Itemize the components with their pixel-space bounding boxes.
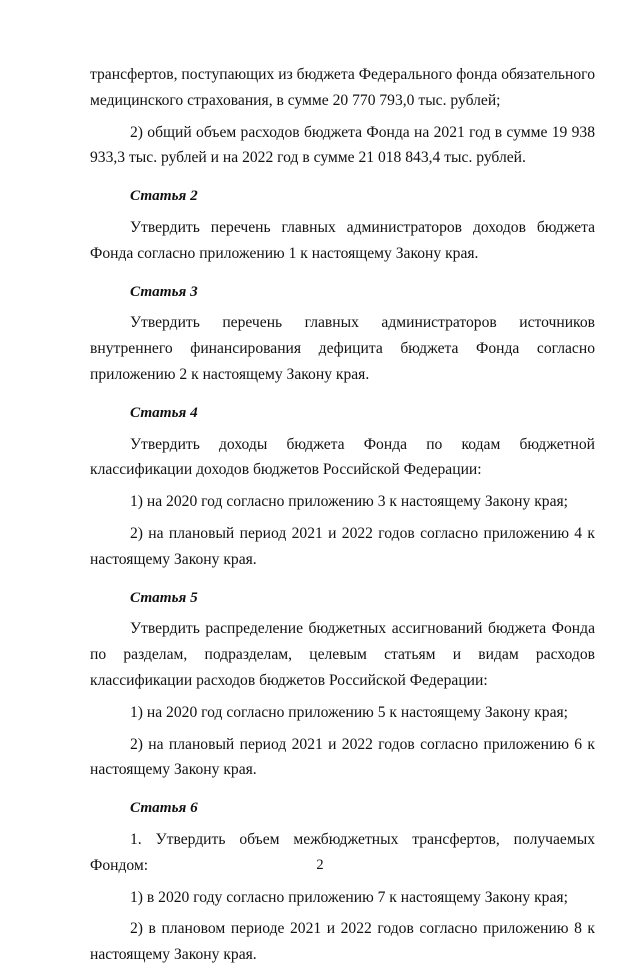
article-6-heading: Статья 6 bbox=[130, 799, 198, 817]
article-5-text: Утвердить распределение бюджетных ассигнований бюджета Фонда по разделам, подразделам, целевым статьям и видам расходов классификации расходов бюджетов Российской Федерации: bbox=[90, 620, 595, 689]
article-2-heading: Статья 2 bbox=[130, 187, 198, 205]
article-6-item2: 2) в плановом периоде 2021 и 2022 годов согласно приложению 8 к настоящему Закону края. bbox=[90, 920, 595, 964]
article-6-item1: 1) в 2020 году согласно приложению 7 к настоящему Закону края; bbox=[130, 888, 568, 906]
article-5-item2: 2) на плановый период 2021 и 2022 годов согласно приложению 6 к настоящему Закону края. bbox=[90, 735, 595, 779]
article-2-text: Утвердить перечень главных администраторов доходов бюджета Фонда согласно приложению 1 к настоящему Закону края. bbox=[90, 218, 595, 262]
article-4-item1: 1) на 2020 год согласно приложению 3 к настоящему Закону края; bbox=[130, 493, 569, 511]
article-5-item1: 1) на 2020 год согласно приложению 5 к настоящему Закону края; bbox=[130, 703, 569, 721]
article-4-heading: Статья 4 bbox=[130, 403, 198, 421]
page-number: 2 bbox=[316, 857, 324, 873]
article-3-text: Утвердить перечень главных администраторов источников внутреннего финансирования дефицита бюджета Фонда согласно приложению 2 к настоящему Закону края. bbox=[90, 314, 595, 383]
paragraph-article1-item2: 2) общий объем расходов бюджета Фонда на 2021 год в сумме 19 938 933,3 тыс. рублей и на 2022 год в сумме 21 018 843,4 тыс. рублей. bbox=[90, 123, 595, 167]
article-6-text: 1. Утвердить объем межбюджетных трансфертов, получаемых Фондом: bbox=[90, 830, 595, 874]
article-5-heading: Статья 5 bbox=[130, 588, 198, 606]
article-4-text: Утвердить доходы бюджета Фонда по кодам бюджетной классификации доходов бюджетов Российской Федерации: bbox=[90, 435, 595, 479]
article-3-heading: Статья 3 bbox=[130, 282, 198, 300]
article-4-item2: 2) на плановый период 2021 и 2022 годов согласно приложению 4 к настоящему Закону края. bbox=[90, 524, 595, 568]
paragraph-article1-item1-tail: трансфертов, поступающих из бюджета Федерального фонда обязательного медицинского страхования, в сумме 20 770 793,0 тыс. рублей; bbox=[90, 66, 595, 109]
document-body bbox=[90, 62, 595, 974]
